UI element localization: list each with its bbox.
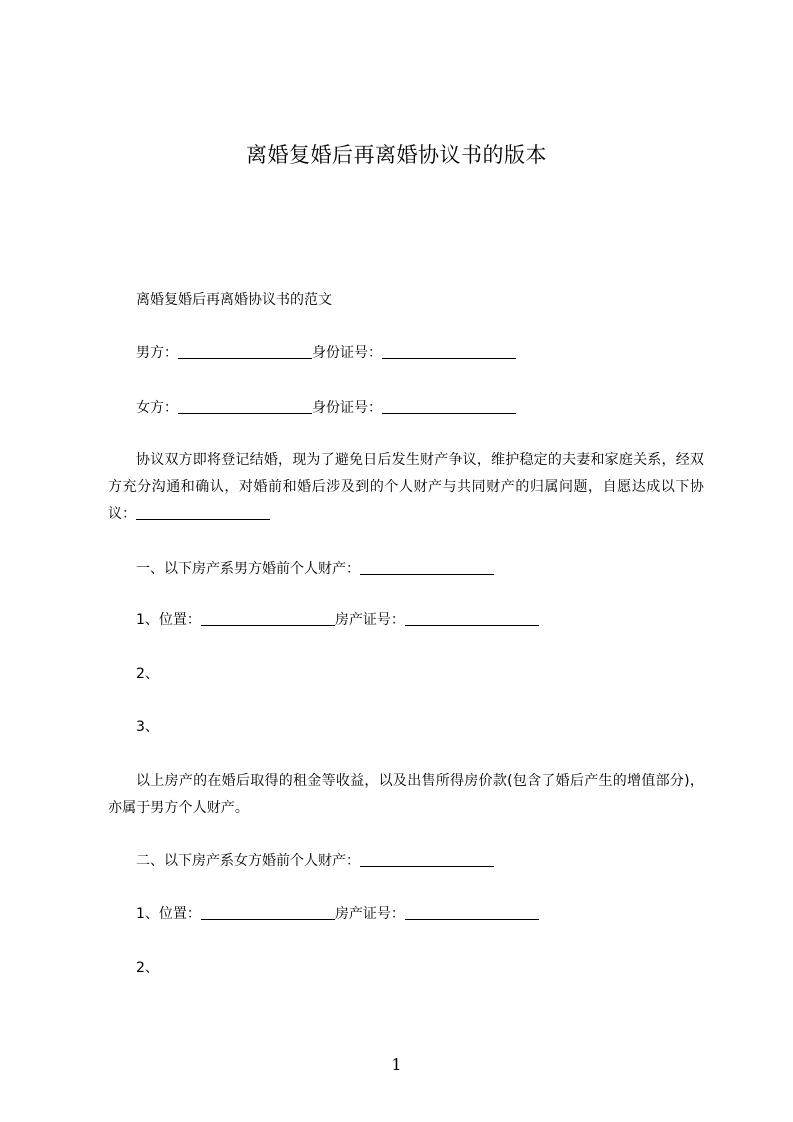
section1-item1 [136,609,539,631]
intro-blank[interactable] [136,505,270,520]
section2-item2: 2、 [136,960,159,976]
document-title: 离婚复婚后再离婚协议书的版本 [246,143,547,167]
section1-heading: 一、以下房产系男方婚前个人财产： [136,561,360,577]
property-cert-label: 房产证号： [334,612,405,628]
section2-heading: 二、以下房产系女方婚前个人财产： [136,853,360,869]
man-info-line [136,342,516,364]
intro-paragraph [108,447,704,528]
section1-item2: 2、 [136,666,159,682]
man-id-label: 身份证号： [312,345,382,361]
section2-heading-line [136,850,494,872]
man-name-blank[interactable] [178,344,312,359]
location-label: 1、位置： [136,612,201,628]
location-blank[interactable] [201,611,335,626]
woman-id-blank[interactable] [382,399,516,414]
section2-item1 [136,903,539,925]
property-cert-label-2: 房产证号： [334,906,405,922]
location-label-2: 1、位置： [136,906,201,922]
woman-name-blank[interactable] [178,399,312,414]
section1-item3: 3、 [136,719,159,735]
intro-text: 协议双方即将登记结婚，现为了避免日后发生财产争议，维护稳定的夫妻和家庭关系，经双方充分沟通和确认，对婚前和婚后涉及到的个人财产与共同财产的归属问题，自愿达成以下协议： [108,452,704,522]
section1-heading-line [136,558,494,580]
location-blank-2[interactable] [201,905,335,920]
woman-id-label: 身份证号： [312,400,382,416]
document-subtitle: 离婚复婚后再离婚协议书的范文 [136,292,332,308]
woman-label: 女方： [136,400,178,416]
man-label: 男方： [136,345,178,361]
property-cert-blank-2[interactable] [405,905,539,920]
section2-blank[interactable] [360,852,494,867]
woman-info-line [136,397,516,419]
page-number: 1 [391,1055,402,1074]
property-cert-blank[interactable] [405,611,539,626]
rent-paragraph: 以上房产的在婚后取得的租金等收益，以及出售所得房价款(包含了婚后产生的增值部分)，亦属于男方个人财产。 [108,773,704,816]
section1-blank[interactable] [360,560,494,575]
man-id-blank[interactable] [382,344,516,359]
